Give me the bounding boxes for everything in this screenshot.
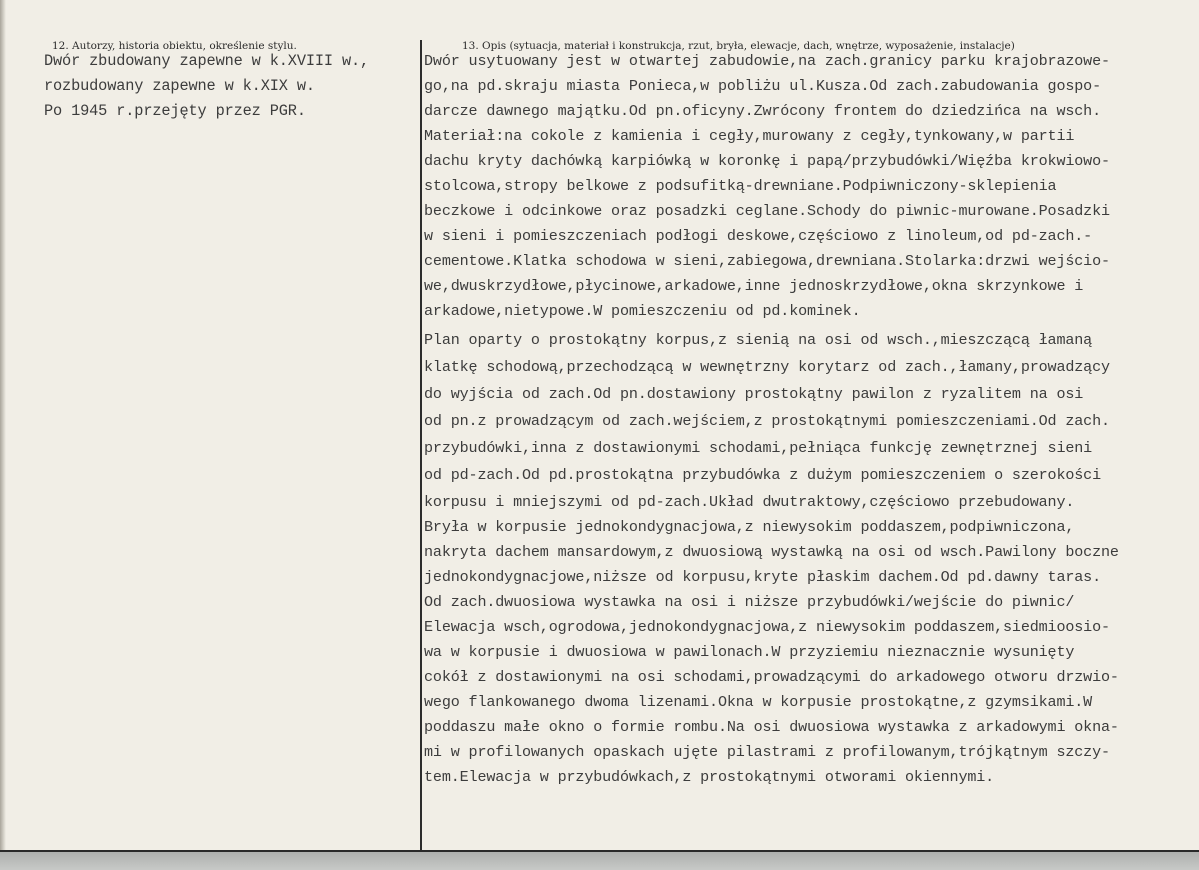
description-line: stolcowa,stropy belkowe z podsufitką-drewniane.Podpiwniczony-sklepienia — [424, 177, 1057, 195]
description-line: korpusu i mniejszymi od pd-zach.Układ dwutraktowy,częściowo przebudowany. — [424, 493, 1075, 511]
history-line: Po 1945 r.przejęty przez PGR. — [44, 102, 306, 120]
column-divider — [420, 40, 422, 852]
page-left-shadow — [0, 0, 6, 870]
description-line: go,na pd.skraju miasta Ponieca,w pobliżu ul.Kusza.Od zach.zabudowania gospo- — [424, 77, 1101, 95]
section-13-heading: 13. Opis (sytuacja, materiał i konstrukcja, rzut, bryła, elewacje, dach, wnętrze, wyposażenie, instalacje) — [462, 40, 1015, 52]
description-line: tem.Elewacja w przybudówkach,z prostokątnymi otworami okiennymi. — [424, 768, 995, 786]
description-line: klatkę schodową,przechodzącą w wewnętrzny korytarz od zach.,łamany,prowadzący — [424, 358, 1110, 376]
description-line: we,dwuskrzydłowe,płycinowe,arkadowe,inne jednoskrzydłowe,okna skrzynkowe i — [424, 277, 1084, 295]
description-line: do wyjścia od zach.Od pn.dostawiony prostokątny pawilon z ryzalitem na osi — [424, 385, 1084, 403]
description-line: w sieni i pomieszczeniach podłogi deskowe,częściowo z linoleum,od pd-zach.- — [424, 227, 1093, 245]
description-line: Plan oparty o prostokątny korpus,z sienią na osi od wsch.,mieszczącą łamaną — [424, 331, 1093, 349]
description-line: jednokondygnacjowe,niższe od korpusu,kryte płaskim dachem.Od pd.dawny taras. — [424, 568, 1101, 586]
history-line: rozbudowany zapewne w k.XIX w. — [44, 77, 315, 95]
description-line: Bryła w korpusie jednokondygnacjowa,z niewysokim poddaszem,podpiwniczona, — [424, 518, 1075, 536]
description-line: cementowe.Klatka schodowa w sieni,zabiegowa,drewniana.Stolarka:drzwi wejścio- — [424, 252, 1110, 270]
description-line: od pn.z prowadzącym od zach.wejściem,z prostokątnymi pomieszczeniami.Od zach. — [424, 412, 1110, 430]
description-line: mi w profilowanych opaskach ujęte pilastrami z profilowanym,trójkątnym szczy- — [424, 743, 1110, 761]
description-line: przybudówki,inna z dostawionymi schodami,pełniąca funkcję zewnętrznej sieni — [424, 439, 1093, 457]
history-line: Dwór zbudowany zapewne w k.XVIII w., — [44, 52, 370, 70]
description-line: poddaszu małe okno o formie rombu.Na osi dwuosiowa wystawka z arkadowymi okna- — [424, 718, 1119, 736]
description-line: nakryta dachem mansardowym,z dwuosiową wystawką na osi od wsch.Pawilony boczne — [424, 543, 1119, 561]
description-line: Dwór usytuowany jest w otwartej zabudowie,na zach.granicy parku krajobrazowe- — [424, 52, 1110, 70]
description-line: darcze dawnego majątku.Od pn.oficyny.Zwrócony frontem do dziedzińca na wsch. — [424, 102, 1101, 120]
description-line: beczkowe i odcinkowe oraz posadzki ceglane.Schody do piwnic-murowane.Posadzki — [424, 202, 1110, 220]
description-line: od pd-zach.Od pd.prostokątna przybudówka z dużym pomieszczeniem o szerokości — [424, 466, 1101, 484]
description-line: Materiał:na cokole z kamienia i cegły,murowany z cegły,tynkowany,w partii — [424, 127, 1075, 145]
section-12-heading: 12. Autorzy, historia obiektu, określenie stylu. — [52, 40, 297, 52]
scan-background-strip — [0, 852, 1199, 870]
description-line: Elewacja wsch,ogrodowa,jednokondygnacjowa,z niewysokim poddaszem,siedmioosio- — [424, 618, 1110, 636]
description-line: cokół z dostawionymi na osi schodami,prowadzącymi do arkadowego otworu drzwio- — [424, 668, 1119, 686]
description-line: dachu kryty dachówką karpiówką w koronkę i papą/przybudówki/Więźba krokwiowo- — [424, 152, 1110, 170]
description-line: wego flankowanego dwoma lizenami.Okna w korpusie prostokątne,z gzymsikami.W — [424, 693, 1093, 711]
description-line: Od zach.dwuosiowa wystawka na osi i niższe przybudówki/wejście do piwnic/ — [424, 593, 1075, 611]
description-line: arkadowe,nietypowe.W pomieszczeniu od pd.kominek. — [424, 302, 861, 320]
description-line: wa w korpusie i dwuosiowa w pawilonach.W przyziemiu nieznacznie wysunięty — [424, 643, 1075, 661]
